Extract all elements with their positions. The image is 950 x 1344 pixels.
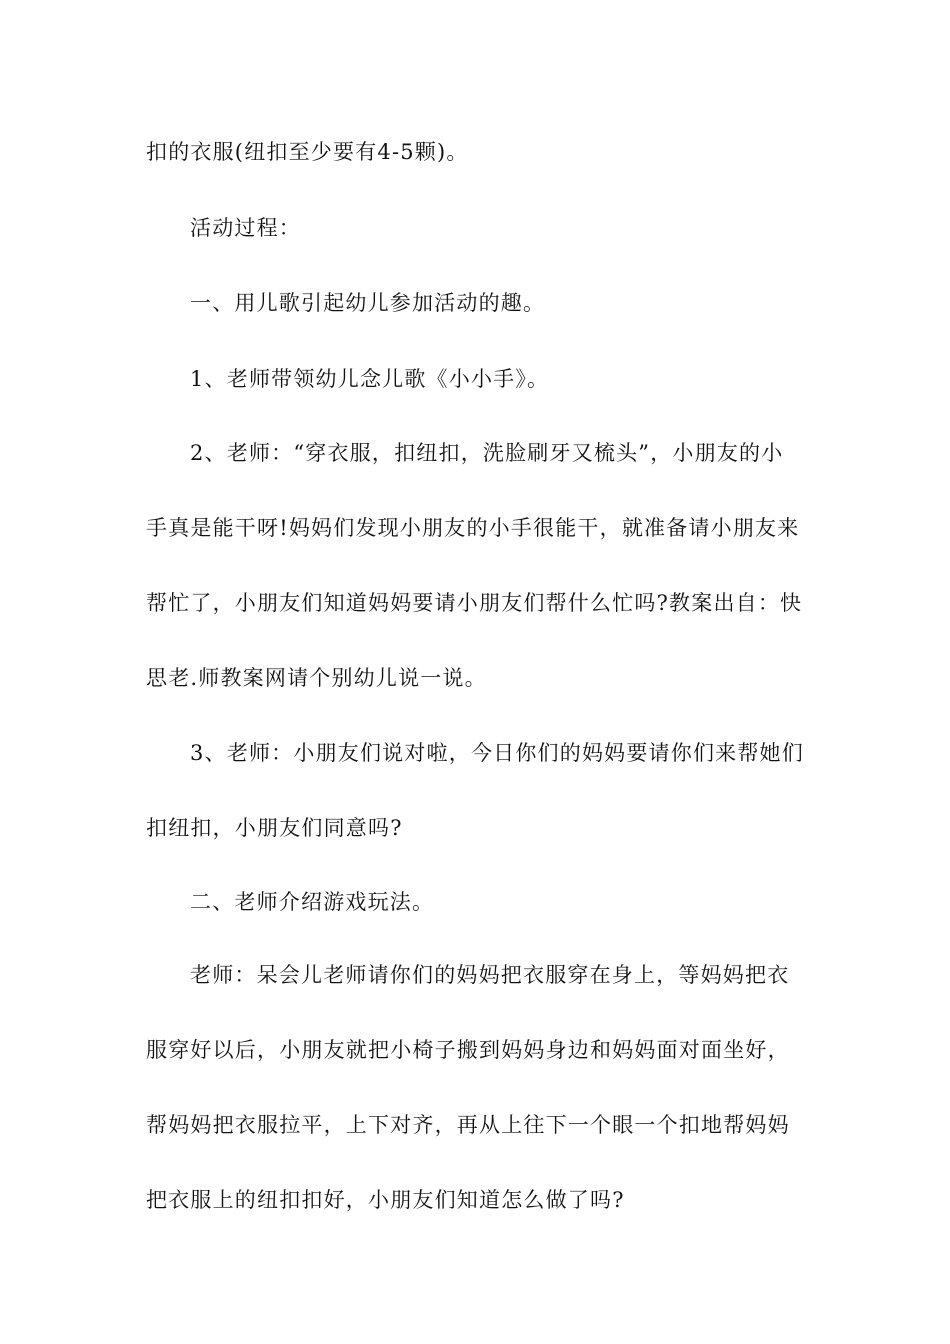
text-line-4: 1、老师带领幼儿念儿歌《小小手》。 [190, 367, 550, 391]
text-line-5: 2、老师：“穿衣服，扣纽扣，洗脸刷牙又梳头”，小朋友的小 [190, 441, 784, 465]
text-line-8: 思老.师教案网请个别幼儿说一说。 [146, 666, 487, 690]
text-line-1: 扣的衣服(纽扣至少要有4-5颗)。 [146, 140, 469, 164]
text-line-11: 二、老师介绍游戏玩法。 [190, 890, 435, 914]
text-line-2: 活动过程： [190, 216, 301, 240]
text-line-3: 一、用儿歌引起幼儿参加活动的趣。 [190, 291, 546, 315]
text-line-10: 扣纽扣，小朋友们同意吗? [146, 816, 403, 840]
text-line-12: 老师：呆会儿老师请你们的妈妈把衣服穿在身上，等妈妈把衣 [190, 963, 790, 987]
text-line-6: 手真是能干呀!妈妈们发现小朋友的小手很能干，就准备请小朋友来 [146, 516, 800, 540]
text-line-15: 把衣服上的纽扣扣好，小朋友们知道怎么做了吗? [146, 1188, 625, 1212]
text-line-14: 帮妈妈把衣服拉平，上下对齐，再从上往下一个眼一个扣地帮妈妈 [146, 1113, 790, 1137]
text-line-7: 帮忙了，小朋友们知道妈妈要请小朋友们帮什么忙吗?教案出自：快 [146, 591, 803, 615]
text-line-13: 服穿好以后，小朋友就把小椅子搬到妈妈身边和妈妈面对面坐好， [146, 1038, 790, 1062]
text-line-9: 3、老师：小朋友们说对啦，今日你们的妈妈要请你们来帮她们 [190, 741, 804, 765]
